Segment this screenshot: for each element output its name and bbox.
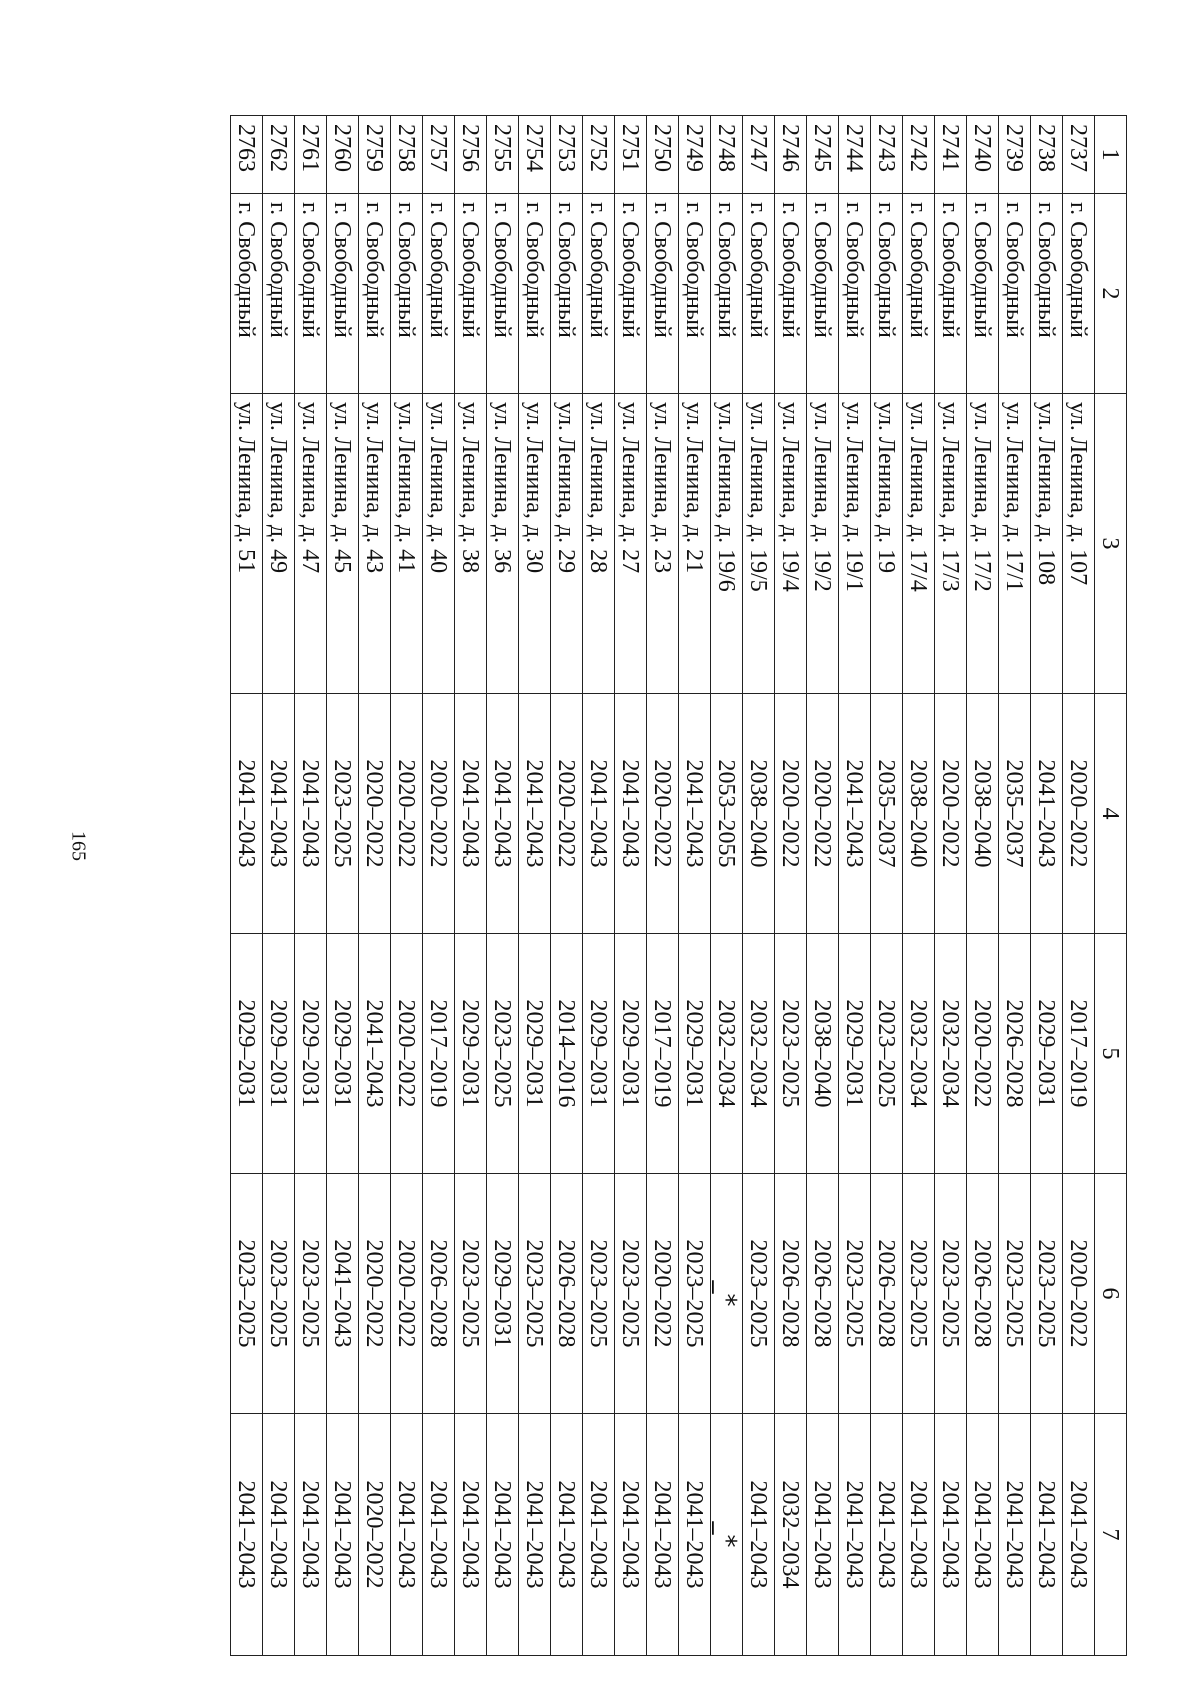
period-col6-cell: 2026–2028 <box>807 1174 839 1414</box>
period-col5-cell: 2029–2031 <box>295 934 327 1174</box>
row-number-cell: 2755 <box>487 116 519 194</box>
period-col7-cell: _* <box>711 1414 743 1656</box>
period-col4-cell: 2041–2043 <box>487 694 519 934</box>
address-cell: ул. Ленина, д. 41 <box>391 394 423 694</box>
city-cell: г. Свободный <box>263 194 295 394</box>
period-col7-cell: 2041–2043 <box>647 1414 679 1656</box>
period-col6-cell: 2020–2022 <box>1063 1174 1095 1414</box>
period-col7-cell: 2041–2043 <box>871 1414 903 1656</box>
city-cell: г. Свободный <box>839 194 871 394</box>
housing-repair-schedule-table <box>230 115 1127 1656</box>
row-number-cell: 2742 <box>903 116 935 194</box>
address-cell: ул. Ленина, д. 19 <box>871 394 903 694</box>
period-col5-cell: 2014–2016 <box>551 934 583 1174</box>
table-row <box>391 116 423 1656</box>
period-col6-cell: 2041–2043 <box>327 1174 359 1414</box>
row-number-cell: 2747 <box>743 116 775 194</box>
city-cell: г. Свободный <box>999 194 1031 394</box>
row-number-cell: 2746 <box>775 116 807 194</box>
period-col7-cell: 2041–2043 <box>583 1414 615 1656</box>
address-cell: ул. Ленина, д. 30 <box>519 394 551 694</box>
period-col5-cell: 2029–2031 <box>679 934 711 1174</box>
period-col7-cell: 2041–2043 <box>1063 1414 1095 1656</box>
address-cell: ул. Ленина, д. 21 <box>679 394 711 694</box>
period-col5-cell: 2029–2031 <box>327 934 359 1174</box>
address-cell: ул. Ленина, д. 17/4 <box>903 394 935 694</box>
period-col5-cell: 2029–2031 <box>455 934 487 1174</box>
period-col7-cell: 2041–2043 <box>487 1414 519 1656</box>
column-header-4: 4 <box>1095 694 1127 934</box>
period-col5-cell: 2020–2022 <box>391 934 423 1174</box>
row-number-cell: 2759 <box>359 116 391 194</box>
address-cell: ул. Ленина, д. 36 <box>487 394 519 694</box>
period-col7-cell: 2041–2043 <box>1031 1414 1063 1656</box>
period-col4-cell: 2041–2043 <box>1031 694 1063 934</box>
period-col6-cell: 2023–2025 <box>679 1174 711 1414</box>
period-col7-cell: 2041–2043 <box>999 1414 1031 1656</box>
row-number-cell: 2757 <box>423 116 455 194</box>
period-col4-cell: 2020–2022 <box>423 694 455 934</box>
period-col7-cell: 2020–2022 <box>359 1414 391 1656</box>
period-col7-cell: 2041–2043 <box>615 1414 647 1656</box>
row-number-cell: 2739 <box>999 116 1031 194</box>
table-row <box>903 116 935 1656</box>
table-row <box>871 116 903 1656</box>
column-header-2: 2 <box>1095 194 1127 394</box>
period-col7-cell: 2041–2043 <box>423 1414 455 1656</box>
period-col4-cell: 2020–2022 <box>775 694 807 934</box>
row-number-cell: 2743 <box>871 116 903 194</box>
address-cell: ул. Ленина, д. 49 <box>263 394 295 694</box>
period-col7-cell: 2041–2043 <box>967 1414 999 1656</box>
period-col4-cell: 2020–2022 <box>359 694 391 934</box>
period-col6-cell: 2023–2025 <box>583 1174 615 1414</box>
table-row <box>775 116 807 1656</box>
city-cell: г. Свободный <box>423 194 455 394</box>
row-number-cell: 2751 <box>615 116 647 194</box>
period-col5-cell: 2029–2031 <box>583 934 615 1174</box>
row-number-cell: 2752 <box>583 116 615 194</box>
period-col7-cell: 2041–2043 <box>455 1414 487 1656</box>
city-cell: г. Свободный <box>359 194 391 394</box>
table-row <box>1063 116 1095 1656</box>
period-col7-cell: 2041–2043 <box>839 1414 871 1656</box>
row-number-cell: 2762 <box>263 116 295 194</box>
period-col6-cell: 2023–2025 <box>1031 1174 1063 1414</box>
period-col4-cell: 2041–2043 <box>519 694 551 934</box>
period-col5-cell: 2017–2019 <box>1063 934 1095 1174</box>
period-col5-cell: 2032–2034 <box>935 934 967 1174</box>
address-cell: ул. Ленина, д. 19/1 <box>839 394 871 694</box>
row-number-cell: 2741 <box>935 116 967 194</box>
city-cell: г. Свободный <box>551 194 583 394</box>
column-header-5: 5 <box>1095 934 1127 1174</box>
city-cell: г. Свободный <box>231 194 263 394</box>
period-col5-cell: 2020–2022 <box>967 934 999 1174</box>
address-cell: ул. Ленина, д. 17/2 <box>967 394 999 694</box>
period-col7-cell: 2041–2043 <box>679 1414 711 1656</box>
period-col4-cell: 2020–2022 <box>647 694 679 934</box>
address-cell: ул. Ленина, д. 47 <box>295 394 327 694</box>
table-row <box>423 116 455 1656</box>
period-col6-cell: 2023–2025 <box>519 1174 551 1414</box>
period-col6-cell: 2023–2025 <box>263 1174 295 1414</box>
period-col4-cell: 2038–2040 <box>743 694 775 934</box>
period-col5-cell: 2029–2031 <box>839 934 871 1174</box>
row-number-cell: 2740 <box>967 116 999 194</box>
address-cell: ул. Ленина, д. 17/1 <box>999 394 1031 694</box>
period-col5-cell: 2023–2025 <box>775 934 807 1174</box>
period-col6-cell: 2020–2022 <box>391 1174 423 1414</box>
table-row <box>615 116 647 1656</box>
period-col4-cell: 2041–2043 <box>679 694 711 934</box>
period-col4-cell: 2041–2043 <box>295 694 327 934</box>
period-col4-cell: 2020–2022 <box>391 694 423 934</box>
column-header-6: 6 <box>1095 1174 1127 1414</box>
address-cell: ул. Ленина, д. 27 <box>615 394 647 694</box>
period-col7-cell: 2041–2043 <box>519 1414 551 1656</box>
address-cell: ул. Ленина, д. 29 <box>551 394 583 694</box>
period-col7-cell: 2041–2043 <box>935 1414 967 1656</box>
address-cell: ул. Ленина, д. 108 <box>1031 394 1063 694</box>
table-body <box>231 116 1095 1656</box>
period-col6-cell: 2029–2031 <box>487 1174 519 1414</box>
table-row <box>551 116 583 1656</box>
city-cell: г. Свободный <box>679 194 711 394</box>
table-row <box>743 116 775 1656</box>
period-col4-cell: 2023–2025 <box>327 694 359 934</box>
table-row <box>519 116 551 1656</box>
period-col6-cell: _* <box>711 1174 743 1414</box>
table-row <box>711 116 743 1656</box>
period-col4-cell: 2020–2022 <box>1063 694 1095 934</box>
city-cell: г. Свободный <box>583 194 615 394</box>
table-row <box>967 116 999 1656</box>
city-cell: г. Свободный <box>711 194 743 394</box>
row-number-cell: 2738 <box>1031 116 1063 194</box>
row-number-cell: 2744 <box>839 116 871 194</box>
period-col4-cell: 2041–2043 <box>455 694 487 934</box>
period-col6-cell: 2023–2025 <box>743 1174 775 1414</box>
column-header-1: 1 <box>1095 116 1127 194</box>
row-number-cell: 2754 <box>519 116 551 194</box>
period-col6-cell: 2023–2025 <box>839 1174 871 1414</box>
table-header-row <box>1095 116 1127 1656</box>
period-col7-cell: 2041–2043 <box>807 1414 839 1656</box>
period-col7-cell: 2041–2043 <box>263 1414 295 1656</box>
city-cell: г. Свободный <box>615 194 647 394</box>
period-col5-cell: 2017–2019 <box>647 934 679 1174</box>
city-cell: г. Свободный <box>807 194 839 394</box>
table-row <box>487 116 519 1656</box>
city-cell: г. Свободный <box>455 194 487 394</box>
period-col4-cell: 2035–2037 <box>999 694 1031 934</box>
city-cell: г. Свободный <box>295 194 327 394</box>
period-col4-cell: 2020–2022 <box>807 694 839 934</box>
period-col4-cell: 2035–2037 <box>871 694 903 934</box>
row-number-cell: 2750 <box>647 116 679 194</box>
city-cell: г. Свободный <box>1063 194 1095 394</box>
address-cell: ул. Ленина, д. 107 <box>1063 394 1095 694</box>
period-col5-cell: 2029–2031 <box>1031 934 1063 1174</box>
period-col5-cell: 2023–2025 <box>487 934 519 1174</box>
period-col6-cell: 2020–2022 <box>359 1174 391 1414</box>
table-row <box>999 116 1031 1656</box>
period-col7-cell: 2041–2043 <box>743 1414 775 1656</box>
column-header-7: 7 <box>1095 1414 1127 1656</box>
column-header-3: 3 <box>1095 394 1127 694</box>
city-cell: г. Свободный <box>743 194 775 394</box>
address-cell: ул. Ленина, д. 23 <box>647 394 679 694</box>
row-number-cell: 2758 <box>391 116 423 194</box>
period-col6-cell: 2023–2025 <box>935 1174 967 1414</box>
city-cell: г. Свободный <box>903 194 935 394</box>
period-col7-cell: 2041–2043 <box>231 1414 263 1656</box>
period-col5-cell: 2038–2040 <box>807 934 839 1174</box>
address-cell: ул. Ленина, д. 28 <box>583 394 615 694</box>
table-row <box>583 116 615 1656</box>
address-cell: ул. Ленина, д. 43 <box>359 394 391 694</box>
period-col5-cell: 2029–2031 <box>615 934 647 1174</box>
period-col6-cell: 2023–2025 <box>295 1174 327 1414</box>
period-col5-cell: 2026–2028 <box>999 934 1031 1174</box>
period-col5-cell: 2029–2031 <box>519 934 551 1174</box>
period-col5-cell: 2032–2034 <box>903 934 935 1174</box>
period-col6-cell: 2023–2025 <box>615 1174 647 1414</box>
period-col6-cell: 2026–2028 <box>551 1174 583 1414</box>
row-number-cell: 2748 <box>711 116 743 194</box>
city-cell: г. Свободный <box>775 194 807 394</box>
period-col5-cell: 2032–2034 <box>743 934 775 1174</box>
table-row <box>263 116 295 1656</box>
table-row <box>679 116 711 1656</box>
table-row <box>295 116 327 1656</box>
period-col7-cell: 2041–2043 <box>295 1414 327 1656</box>
address-cell: ул. Ленина, д. 40 <box>423 394 455 694</box>
period-col4-cell: 2020–2022 <box>935 694 967 934</box>
row-number-cell: 2756 <box>455 116 487 194</box>
rotated-table-wrapper <box>230 115 1127 1655</box>
address-cell: ул. Ленина, д. 19/4 <box>775 394 807 694</box>
period-col7-cell: 2032–2034 <box>775 1414 807 1656</box>
table-row <box>1031 116 1063 1656</box>
period-col4-cell: 2041–2043 <box>583 694 615 934</box>
period-col7-cell: 2041–2043 <box>551 1414 583 1656</box>
period-col4-cell: 2038–2040 <box>903 694 935 934</box>
address-cell: ул. Ленина, д. 19/6 <box>711 394 743 694</box>
period-col4-cell: 2038–2040 <box>967 694 999 934</box>
row-number-cell: 2763 <box>231 116 263 194</box>
table-row <box>807 116 839 1656</box>
period-col6-cell: 2023–2025 <box>999 1174 1031 1414</box>
row-number-cell: 2745 <box>807 116 839 194</box>
period-col6-cell: 2026–2028 <box>967 1174 999 1414</box>
table-row <box>359 116 391 1656</box>
period-col5-cell: 2029–2031 <box>231 934 263 1174</box>
city-cell: г. Свободный <box>327 194 359 394</box>
table-row <box>647 116 679 1656</box>
row-number-cell: 2753 <box>551 116 583 194</box>
address-cell: ул. Ленина, д. 45 <box>327 394 359 694</box>
address-cell: ул. Ленина, д. 17/3 <box>935 394 967 694</box>
period-col5-cell: 2023–2025 <box>871 934 903 1174</box>
period-col4-cell: 2053–2055 <box>711 694 743 934</box>
table-row <box>327 116 359 1656</box>
city-cell: г. Свободный <box>487 194 519 394</box>
city-cell: г. Свободный <box>871 194 903 394</box>
period-col6-cell: 2020–2022 <box>647 1174 679 1414</box>
row-number-cell: 2760 <box>327 116 359 194</box>
row-number-cell: 2749 <box>679 116 711 194</box>
period-col6-cell: 2023–2025 <box>455 1174 487 1414</box>
period-col5-cell: 2032–2034 <box>711 934 743 1174</box>
period-col4-cell: 2041–2043 <box>839 694 871 934</box>
period-col4-cell: 2020–2022 <box>551 694 583 934</box>
period-col4-cell: 2041–2043 <box>615 694 647 934</box>
row-number-cell: 2737 <box>1063 116 1095 194</box>
period-col7-cell: 2041–2043 <box>391 1414 423 1656</box>
address-cell: ул. Ленина, д. 51 <box>231 394 263 694</box>
period-col4-cell: 2041–2043 <box>263 694 295 934</box>
address-cell: ул. Ленина, д. 38 <box>455 394 487 694</box>
period-col7-cell: 2041–2043 <box>903 1414 935 1656</box>
address-cell: ул. Ленина, д. 19/5 <box>743 394 775 694</box>
city-cell: г. Свободный <box>519 194 551 394</box>
period-col6-cell: 2026–2028 <box>871 1174 903 1414</box>
page-number: 165 <box>67 831 90 861</box>
period-col6-cell: 2026–2028 <box>775 1174 807 1414</box>
city-cell: г. Свободный <box>967 194 999 394</box>
city-cell: г. Свободный <box>647 194 679 394</box>
table-row <box>935 116 967 1656</box>
period-col5-cell: 2017–2019 <box>423 934 455 1174</box>
period-col7-cell: 2041–2043 <box>327 1414 359 1656</box>
period-col5-cell: 2029–2031 <box>263 934 295 1174</box>
address-cell: ул. Ленина, д. 19/2 <box>807 394 839 694</box>
row-number-cell: 2761 <box>295 116 327 194</box>
period-col6-cell: 2023–2025 <box>231 1174 263 1414</box>
period-col5-cell: 2041–2043 <box>359 934 391 1174</box>
period-col6-cell: 2023–2025 <box>903 1174 935 1414</box>
city-cell: г. Свободный <box>935 194 967 394</box>
city-cell: г. Свободный <box>391 194 423 394</box>
period-col4-cell: 2041–2043 <box>231 694 263 934</box>
period-col6-cell: 2026–2028 <box>423 1174 455 1414</box>
table-row <box>839 116 871 1656</box>
table-row <box>231 116 263 1656</box>
table-row <box>455 116 487 1656</box>
city-cell: г. Свободный <box>1031 194 1063 394</box>
